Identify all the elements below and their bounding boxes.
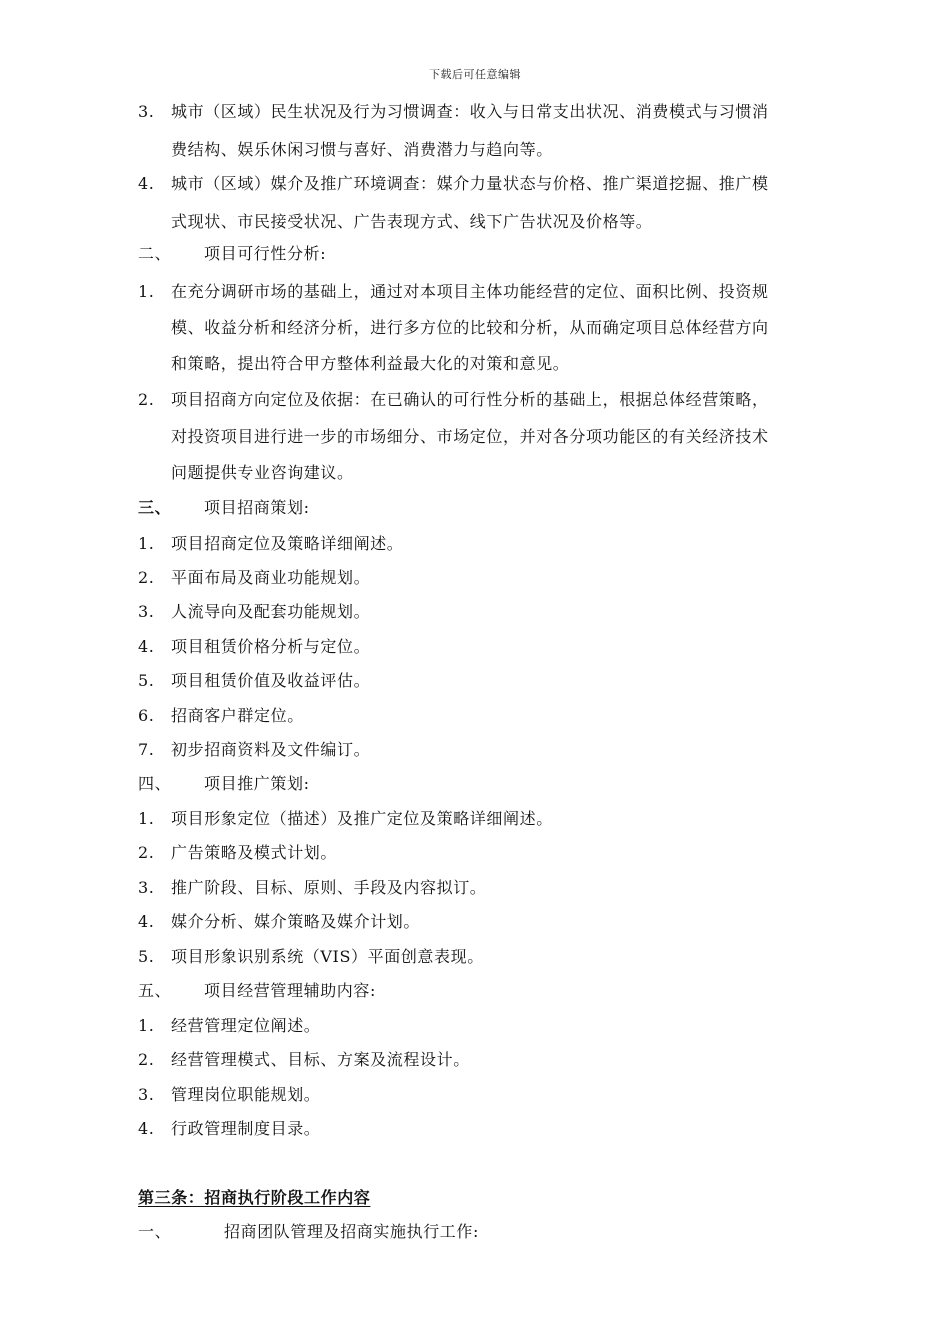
item-text: 平面布局及商业功能规划。 [171, 568, 371, 587]
item-text: 招商客户群定位。 [171, 706, 304, 725]
list-item [138, 807, 860, 831]
section-title: 项目招商策划: [204, 498, 310, 517]
item-number: 3. [138, 602, 155, 621]
item-number: 5. [138, 671, 155, 690]
section-heading [138, 979, 860, 1003]
list-item [138, 1048, 860, 1072]
list-item [138, 566, 860, 590]
item-number: 4. [138, 174, 155, 193]
item-number: 1. [138, 282, 155, 301]
section-title: 项目可行性分析: [204, 244, 327, 263]
item-number: 2. [138, 843, 155, 862]
item-text: 管理岗位职能规划。 [171, 1085, 321, 1104]
list-item [138, 841, 860, 865]
item-number: 4. [138, 1119, 155, 1138]
item-text: 在充分调研市场的基础上，通过对本项目主体功能经营的定位、面积比例、投资规 [171, 282, 769, 301]
list-item [138, 280, 860, 304]
item-text: 城市（区域）媒介及推广环境调查：媒介力量状态与价格、推广渠道挖掘、推广模 [171, 174, 769, 193]
item-text: 项目租赁价值及收益评估。 [171, 671, 371, 690]
item-text: 项目招商方向定位及依据：在已确认的可行性分析的基础上，根据总体经营策略， [171, 390, 769, 409]
item-number: 4. [138, 912, 155, 931]
section-heading [138, 1220, 860, 1244]
item-number: 2. [138, 1050, 155, 1069]
list-item [138, 172, 860, 196]
item-text: 项目形象定位（描述）及推广定位及策略详细阐述。 [171, 809, 553, 828]
article-heading: 第三条：招商执行阶段工作内容 [138, 1188, 371, 1207]
item-number: 3. [138, 1085, 155, 1104]
list-item [138, 876, 860, 900]
item-number: 7. [138, 740, 155, 759]
item-number: 3. [138, 102, 155, 121]
item-continuation: 问题提供专业咨询建议。 [171, 463, 354, 482]
section-mark: 二、 [138, 244, 172, 263]
list-item [138, 388, 860, 412]
item-text: 初步招商资料及文件编订。 [171, 740, 371, 759]
item-number: 6. [138, 706, 155, 725]
item-text: 项目形象识别系统（VIS）平面创意表现。 [171, 947, 484, 966]
item-number: 5. [138, 947, 155, 966]
section-mark: 一、 [138, 1222, 172, 1241]
item-text: 人流导向及配套功能规划。 [171, 602, 371, 621]
section-heading [138, 496, 860, 520]
list-item [138, 1083, 860, 1107]
list-item [138, 532, 860, 556]
list-item [138, 704, 860, 728]
list-item [138, 738, 860, 762]
item-number: 3. [138, 878, 155, 897]
item-continuation: 费结构、娱乐休闲习惯与喜好、消费潜力与趋向等。 [171, 140, 553, 159]
item-continuation: 式现状、市民接受状况、广告表现方式、线下广告状况及价格等。 [171, 212, 653, 231]
section-heading [138, 772, 860, 796]
list-item [138, 1014, 860, 1038]
item-number: 1. [138, 1016, 155, 1035]
list-item [138, 945, 860, 969]
section-title: 项目推广策划: [204, 774, 310, 793]
section-mark: 三、 [138, 498, 172, 517]
item-text: 行政管理制度目录。 [171, 1119, 321, 1138]
list-item [138, 910, 860, 934]
section-mark: 五、 [138, 981, 172, 1000]
item-text: 媒介分析、媒介策略及媒介计划。 [171, 912, 421, 931]
item-text: 推广阶段、目标、原则、手段及内容拟订。 [171, 878, 487, 897]
item-number: 1. [138, 809, 155, 828]
list-item [138, 100, 860, 124]
section-mark: 四、 [138, 774, 172, 793]
list-item [138, 669, 860, 693]
item-number: 4. [138, 637, 155, 656]
item-number: 1. [138, 534, 155, 553]
item-text: 经营管理模式、目标、方案及流程设计。 [171, 1050, 470, 1069]
page-header-note: 下载后可任意编辑 [429, 68, 521, 81]
section-title: 招商团队管理及招商实施执行工作: [224, 1222, 479, 1241]
item-continuation: 和策略，提出符合甲方整体利益最大化的对策和意见。 [171, 354, 570, 373]
section-title: 项目经营管理辅助内容: [204, 981, 376, 1000]
item-text: 广告策略及模式计划。 [171, 843, 338, 862]
item-continuation: 对投资项目进行进一步的市场细分、市场定位，并对各分项功能区的有关经济技术 [171, 427, 769, 446]
item-text: 项目招商定位及策略详细阐述。 [171, 534, 404, 553]
item-continuation: 模、收益分析和经济分析，进行多方位的比较和分析，从而确定项目总体经营方向 [171, 318, 769, 337]
list-item [138, 1117, 860, 1141]
item-number: 2. [138, 390, 155, 409]
list-item [138, 635, 860, 659]
list-item [138, 600, 860, 624]
item-number: 2. [138, 568, 155, 587]
section-heading [138, 242, 860, 266]
item-text: 项目租赁价格分析与定位。 [171, 637, 371, 656]
item-text: 经营管理定位阐述。 [171, 1016, 321, 1035]
item-text: 城市（区域）民生状况及行为习惯调查：收入与日常支出状况、消费模式与习惯消 [171, 102, 769, 121]
